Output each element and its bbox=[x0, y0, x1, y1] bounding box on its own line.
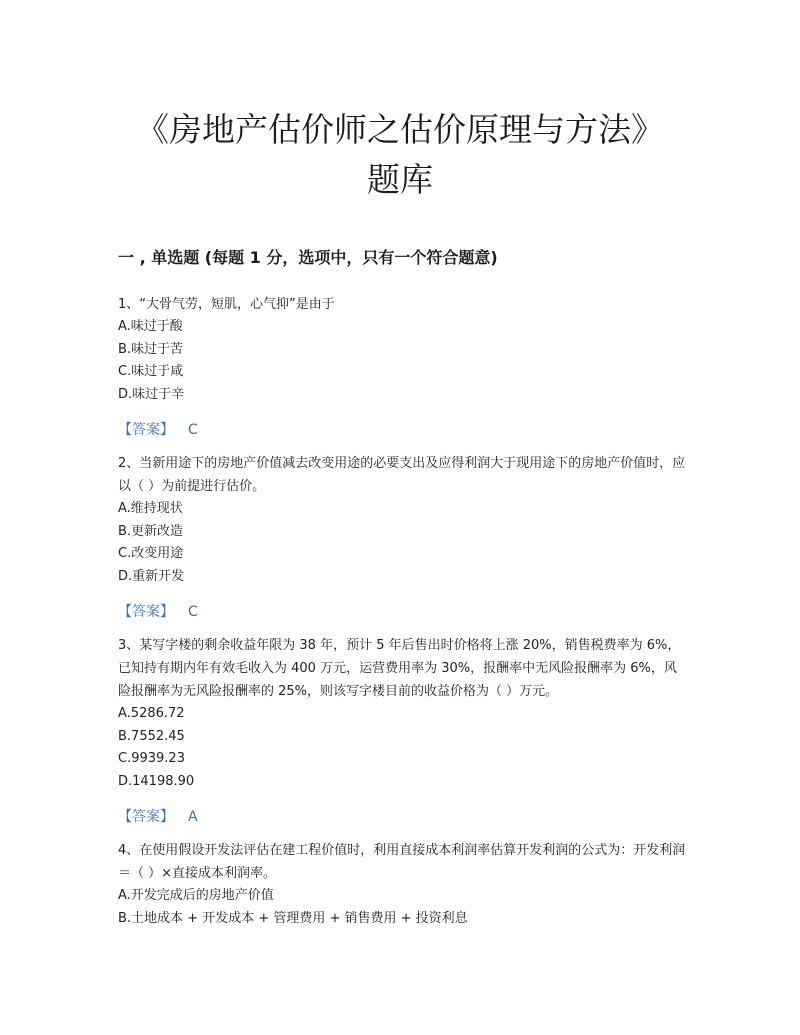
document-subtitle: 题库 bbox=[367, 160, 433, 199]
option-d: D.14198.90 bbox=[118, 773, 195, 789]
answer-value: C bbox=[188, 422, 198, 438]
answer-value: C bbox=[188, 604, 198, 620]
question-stem: 3、某写字楼的剩余收益年限为 38 年，预计 5 年后售出时价格将上涨 20%，销售税费率为 6%，已知持有期内年有效毛收入为 400 万元，运营费用率为 30%，报酬率中无风险报酬率为 6%，风险报酬率为无风险报酬率的 25%，则该写字楼目前的收益价格为（ ）万元。 bbox=[118, 638, 681, 699]
option-a: A.开发完成后的房地产价值 bbox=[118, 888, 274, 903]
option-a: A.味过于酸 bbox=[118, 319, 183, 334]
question-stem: 4、在使用假设开发法评估在建工程价值时，利用直接成本利润率估算开发利润的公式为：开发利润＝（ ）×直接成本利润率。 bbox=[118, 843, 686, 881]
option-d: D.重新开发 bbox=[118, 568, 185, 584]
question-stem: 2、当新用途下的房地产价值减去改变用途的必要支出及应得利润大于现用途下的房地产价值时，应以（ ）为前提进行估价。 bbox=[118, 456, 686, 494]
option-a: A.维持现状 bbox=[118, 501, 183, 516]
option-c: C.味过于咸 bbox=[118, 364, 184, 379]
answer-line bbox=[118, 601, 688, 623]
answer-label: 【答案】 bbox=[118, 809, 174, 825]
answer-line bbox=[118, 419, 688, 441]
option-a: A.5286.72 bbox=[118, 706, 185, 721]
option-b: B.7552.45 bbox=[118, 728, 185, 744]
option-b: B.更新改造 bbox=[118, 523, 184, 539]
question-2 bbox=[118, 452, 688, 623]
option-b: B.味过于苦 bbox=[118, 341, 184, 357]
question-1 bbox=[118, 293, 688, 441]
question-3 bbox=[118, 634, 688, 828]
answer-label: 【答案】 bbox=[118, 422, 174, 438]
answer-value: A bbox=[188, 809, 198, 825]
question-4 bbox=[118, 839, 688, 930]
answer-label: 【答案】 bbox=[118, 604, 174, 620]
option-b: B.土地成本 + 开发成本 + 管理费用 + 销售费用 + 投资利息 bbox=[118, 910, 468, 926]
option-d: D.味过于辛 bbox=[118, 386, 185, 402]
question-list bbox=[118, 293, 688, 930]
question-stem: 1、“大骨气劳，短肌，心气抑”是由于 bbox=[118, 297, 335, 312]
document-title: 《房地产估价师之估价原理与方法》 bbox=[136, 110, 664, 149]
answer-line bbox=[118, 806, 688, 828]
section-heading: 一 , 单选题 (每题 1 分，选项中，只有一个符合题意) bbox=[118, 248, 498, 267]
option-c: C.9939.23 bbox=[118, 751, 185, 766]
option-c: C.改变用途 bbox=[118, 546, 184, 561]
